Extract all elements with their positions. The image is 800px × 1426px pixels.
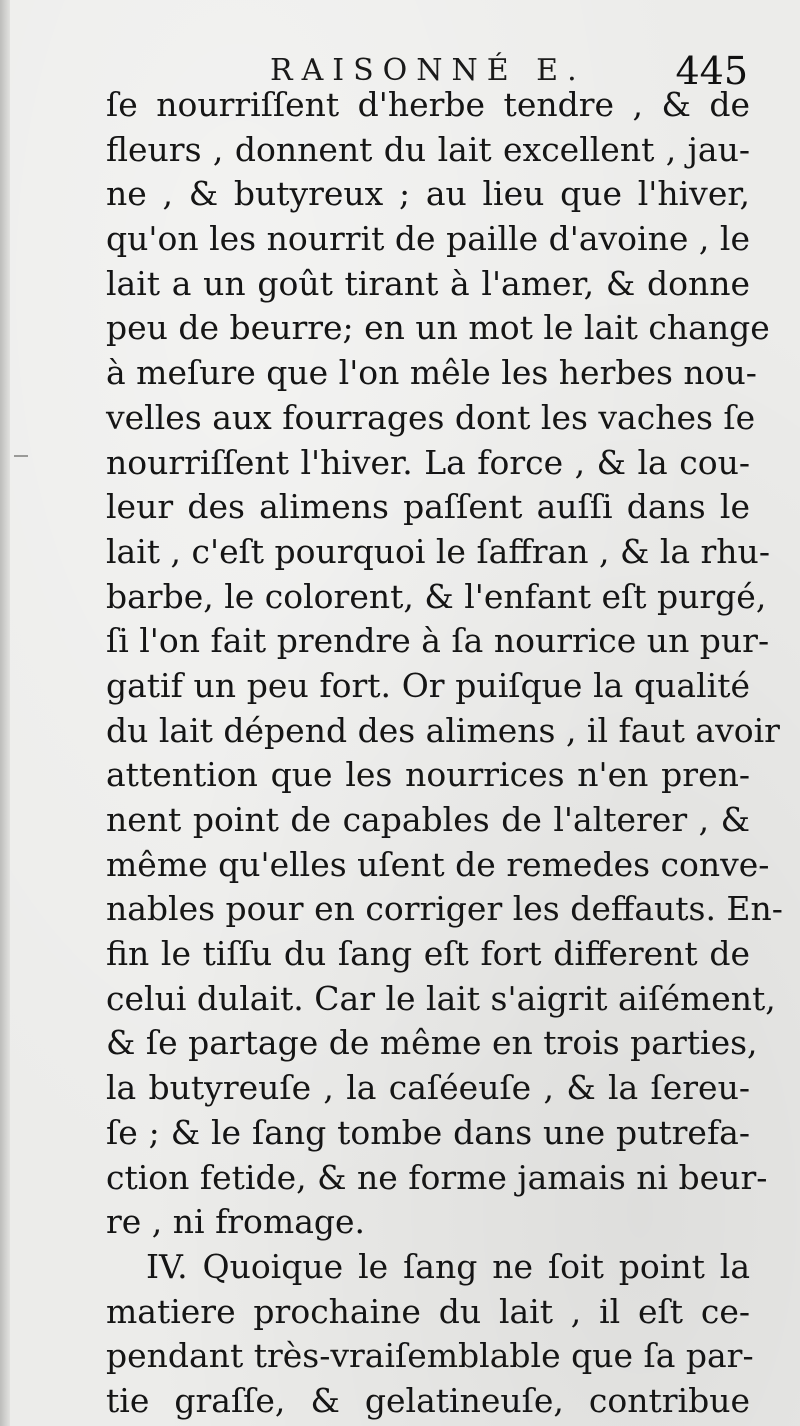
text-line: ction fetide, & ne forme jamais ni beur- xyxy=(106,1157,768,1197)
text-line: & ſe partage de même en trois parties, xyxy=(106,1023,758,1063)
text-line: velles aux fourrages dont les vaches ſe xyxy=(106,397,756,437)
text-line: à meſure que l'on mêle les herbes nou- xyxy=(106,353,757,393)
text-line: peu de beurre; en un mot le lait change xyxy=(106,308,770,348)
text-line: barbe, le colorent, & l'enfant eſt purgé, xyxy=(106,576,767,616)
text-line: lait , c'eſt pourquoi le ſaffran , & la rhu- xyxy=(106,531,770,571)
text-line: fleurs , donnent du lait excellent , jau- xyxy=(106,129,750,169)
text-line: même qu'elles uſent de remedes conve- xyxy=(106,844,770,884)
text-line: nables pour en corriger les deffauts. En- xyxy=(106,889,783,929)
margin-mark xyxy=(14,455,28,457)
running-head: RAISONNÉ E. xyxy=(270,53,586,88)
text-line: attention que les nourrices n'en pren- xyxy=(106,755,750,795)
text-line: la butyreuſe , la caſéeuſe , & la ſereu- xyxy=(106,1068,750,1108)
text-line: du lait dépend des alimens , il faut avoir xyxy=(106,710,780,750)
text-line-paragraph-end: re , ni fromage. xyxy=(106,1202,366,1242)
text-line: fin le tiſſu du ſang eſt fort different de xyxy=(106,934,750,974)
text-line: nourriſſent l'hiver. La force , & la cou- xyxy=(106,442,750,482)
text-line: ſi l'on fait prendre à ſa nourrice un pur- xyxy=(106,621,770,661)
text-line-paragraph-start: IV. Quoique le ſang ne ſoit point la xyxy=(146,1246,750,1286)
text-line: qu'on les nourrit de paille d'avoine , le xyxy=(106,219,750,259)
text-line: pendant très-vraiſemblable que ſa par- xyxy=(106,1336,754,1376)
text-line: matiere prochaine du lait , il eſt ce- xyxy=(106,1291,750,1331)
text-line: ſe nourriſſent d'herbe tendre , & de xyxy=(106,85,750,124)
text-line: leur des alimens paſſent auſſi dans le xyxy=(106,487,750,527)
page-number: 445 xyxy=(675,49,748,93)
text-line: nent point de capables de l'alterer , & xyxy=(106,800,750,839)
text-line: lait a un goût tirant à l'amer, & donne xyxy=(106,263,750,303)
text-line: ne , & butyreux ; au lieu que l'hiver, xyxy=(106,174,750,214)
page-gutter-edge xyxy=(0,0,10,1426)
body-text xyxy=(106,83,783,1424)
text-line: ſe ; & le ſang tombe dans une putrefa- xyxy=(106,1112,750,1152)
text-line: gatif un peu fort. Or puiſque la qualité xyxy=(106,665,750,705)
text-line: celui dulait. Car le lait s'aigrit aiſément, xyxy=(106,978,776,1018)
text-line: tie graſſe, & gelatineuſe, contribue xyxy=(106,1380,750,1420)
